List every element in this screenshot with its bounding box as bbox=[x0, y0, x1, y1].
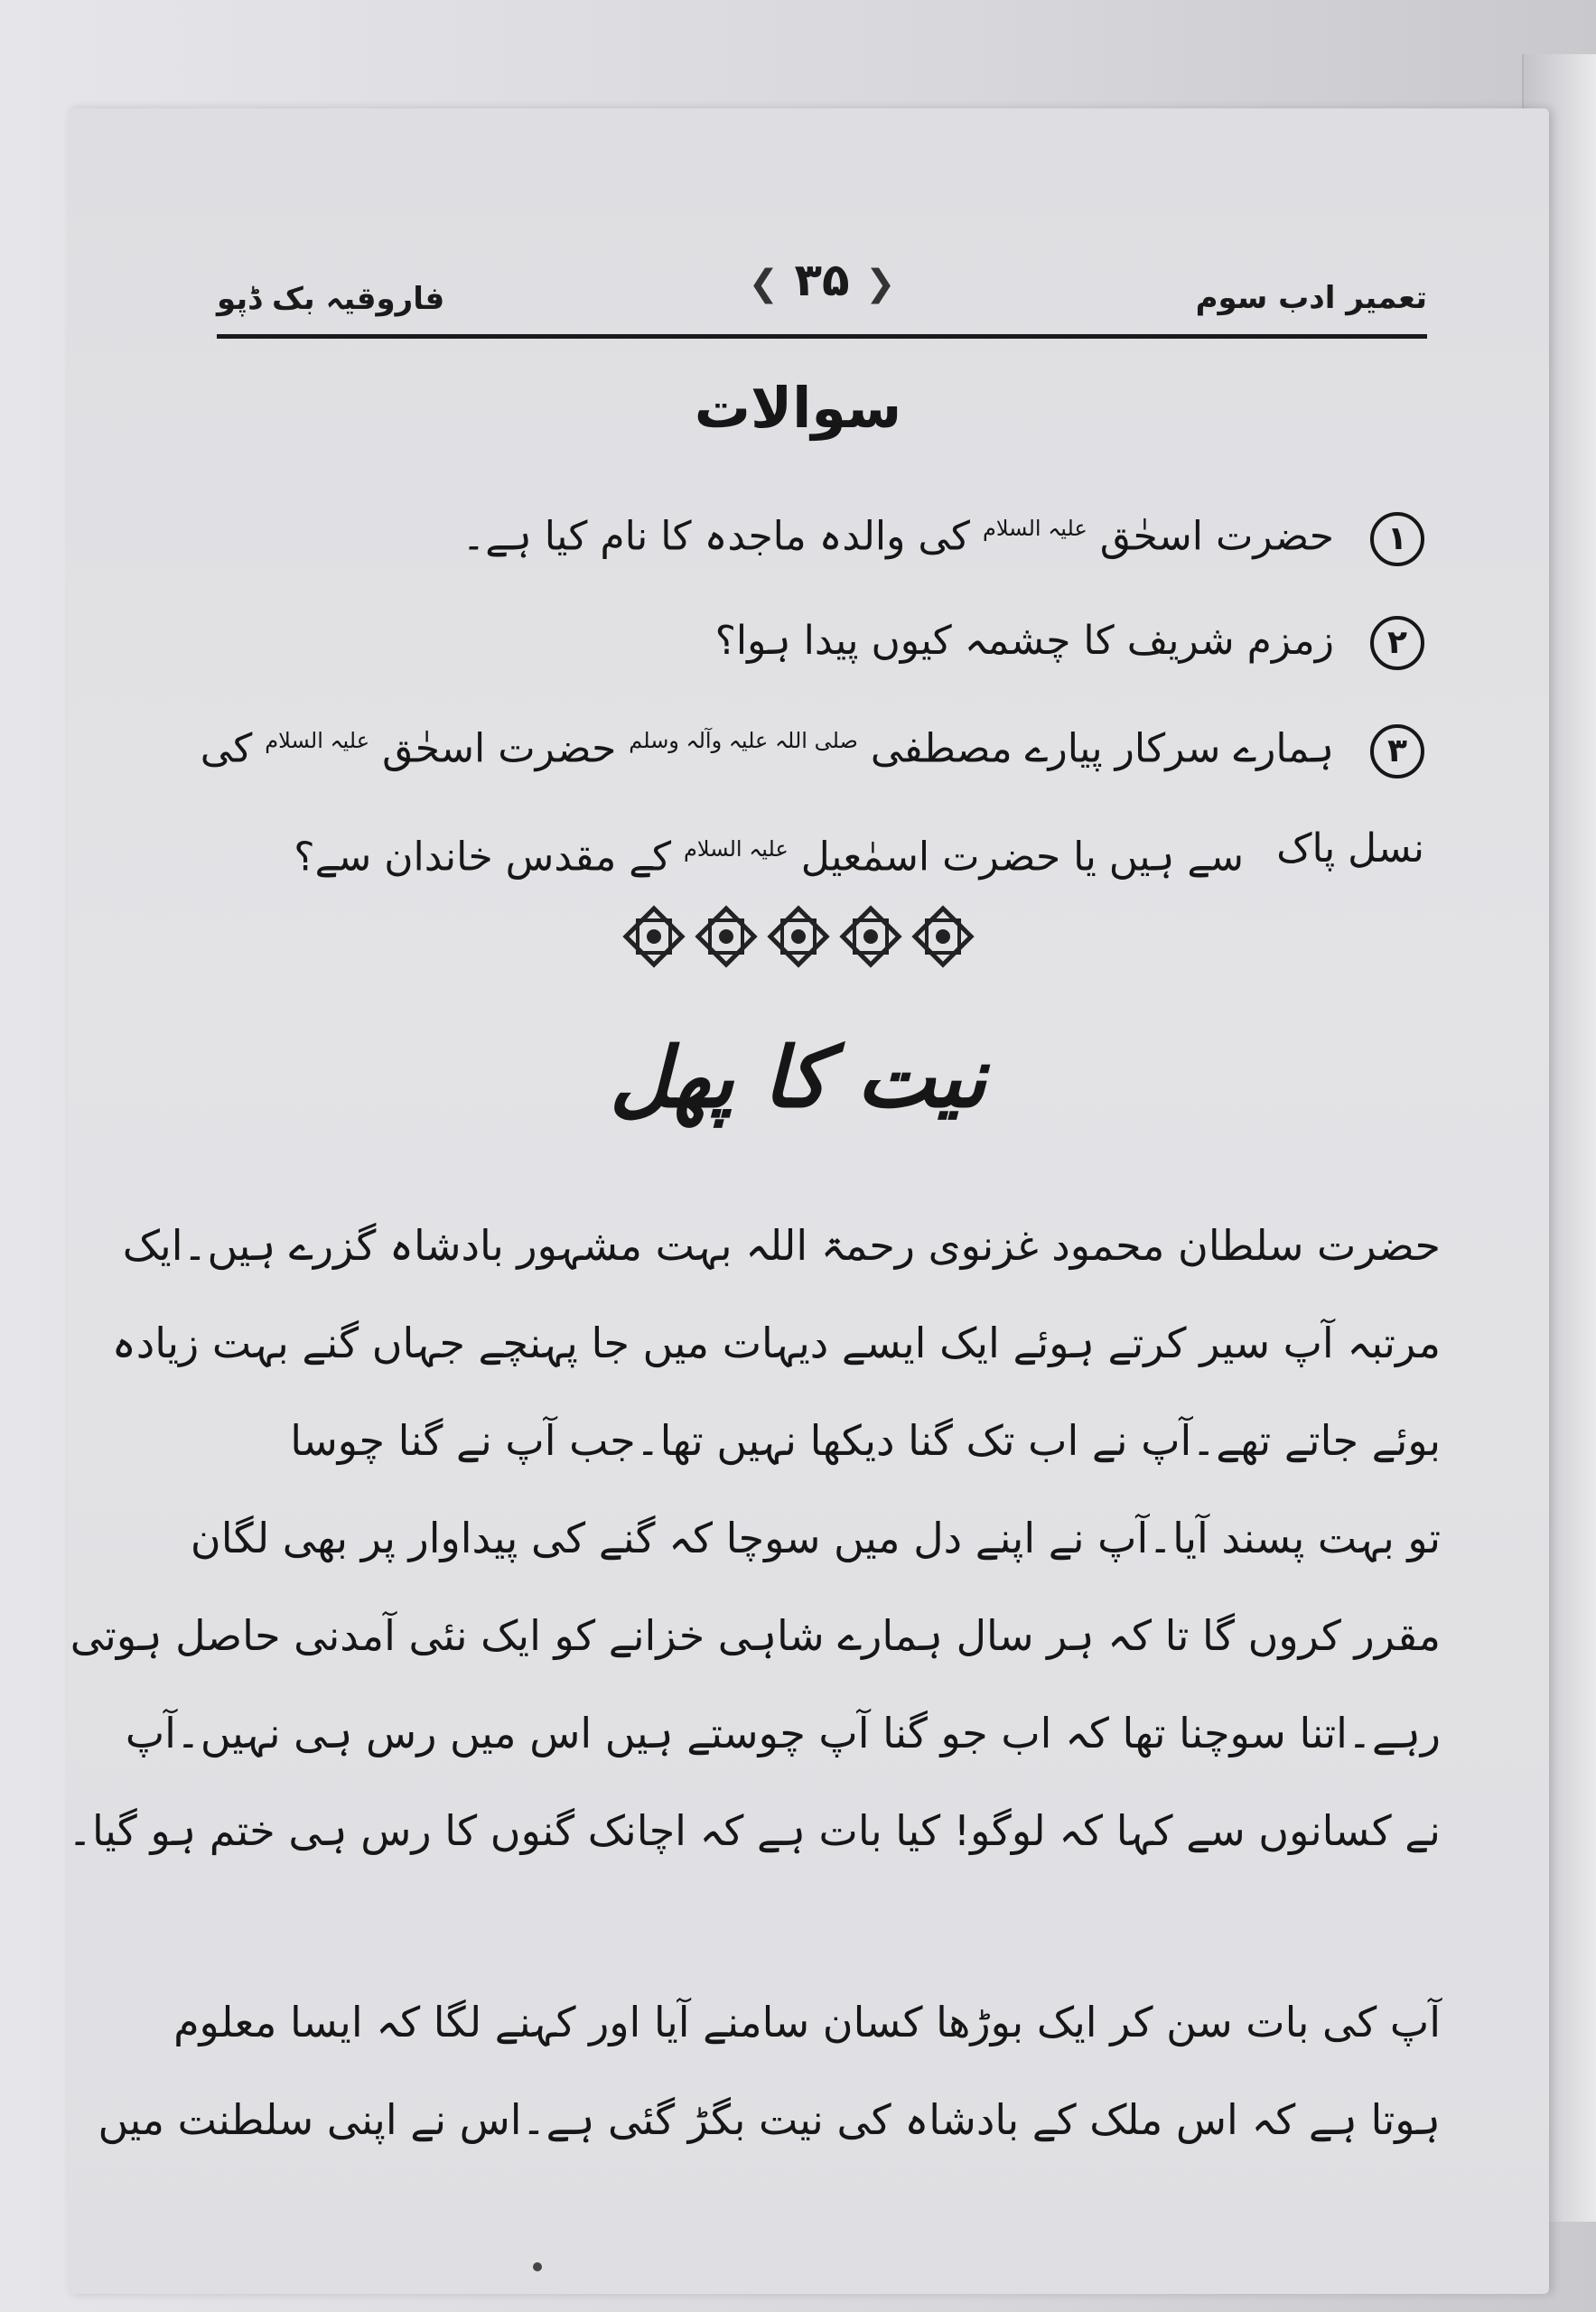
question-item bbox=[187, 479, 1424, 587]
right-ornament-icon: ❯ bbox=[864, 263, 896, 304]
story-paragraph bbox=[98, 1973, 1441, 2168]
publisher-name: فاروقیہ بک ڈپو bbox=[217, 281, 445, 317]
ornament-tile-icon bbox=[914, 908, 972, 965]
paragraph-line: تو بہت پسند آیا۔آپ نے اپنے دل میں سوچا کہ گنے کی پیداوار پر بھی لگان bbox=[190, 1514, 1441, 1562]
left-ornament-icon: ❮ bbox=[748, 263, 779, 304]
question-text: ہمارے سرکار پیارے مصطفی bbox=[857, 725, 1334, 772]
questions-heading: سوالات bbox=[694, 375, 902, 441]
question-number: ۳ bbox=[1370, 724, 1424, 778]
question-text: حضرت اسحٰق bbox=[1087, 513, 1334, 560]
question-number: ۲ bbox=[1370, 616, 1424, 670]
page-mark bbox=[533, 2262, 542, 2271]
story-paragraph bbox=[68, 1197, 1441, 1879]
question-continuation bbox=[187, 799, 1244, 908]
paragraph-line: بوئے جاتے تھے۔آپ نے اب تک گنا دیکھا نہیں تھا۔جب آپ نے گنا چوسا bbox=[290, 1416, 1441, 1465]
honorific: علیہ السلام bbox=[265, 728, 370, 753]
paragraph-line: نے کسانوں سے کہا کہ لوگو! کیا بات ہے کہ اچانک گنوں کا رس ہی ختم ہو گیا۔ bbox=[68, 1806, 1441, 1855]
book-title: تعمیر ادب سوم bbox=[1195, 280, 1427, 316]
question-text: کی والدہ ماجدہ کا نام کیا ہے۔ bbox=[462, 513, 983, 560]
paragraph-line: آپ کی بات سن کر ایک بوڑھا کسان سامنے آیا اور کہنے لگا کہ ایسا معلوم bbox=[173, 1998, 1441, 2046]
page-number bbox=[705, 244, 939, 316]
question-text: زمزم شریف کا چشمہ کیوں پیدا ہوا؟ bbox=[714, 618, 1334, 664]
honorific: علیہ السلام bbox=[983, 516, 1087, 541]
question-text: حضرت اسحٰق bbox=[369, 725, 630, 772]
story-title: نیت کا پھل bbox=[609, 1030, 987, 1126]
paragraph-line: مرتبہ آپ سیر کرتے ہوئے ایک ایسے دیہات میں جا پہنچے جہاں گنے بہت زیادہ bbox=[111, 1319, 1441, 1367]
question-text: سے ہیں یا حضرت اسمٰعیل bbox=[788, 834, 1244, 881]
question-text: کی نسل پاک bbox=[200, 725, 1424, 872]
ornament-tile-icon bbox=[697, 908, 755, 965]
paragraph-line: رہے۔اتنا سوچنا تھا کہ اب جو گنا آپ چوستے ہیں اس میں رس ہی نہیں۔آپ bbox=[125, 1709, 1441, 1757]
question-number: ۱ bbox=[1370, 512, 1424, 566]
paragraph-line: حضرت سلطان محمود غزنوی رحمۃ اللہ بہت مشہور بادشاہ گزرے ہیں۔ایک bbox=[122, 1221, 1441, 1270]
question-item bbox=[187, 592, 1424, 691]
paragraph-line: ہوتا ہے کہ اس ملک کے بادشاہ کی نیت بگڑ گئی ہے۔اس نے اپنی سلطنت میں bbox=[98, 2095, 1441, 2144]
page-number-value: ۳۵ bbox=[794, 254, 850, 306]
paragraph-line: مقرر کروں گا تا کہ ہر سال ہمارے شاہی خزانے کو ایک نئی آمدنی حاصل ہوتی bbox=[70, 1611, 1441, 1660]
question-text: کے مقدس خاندان سے؟ bbox=[294, 834, 685, 881]
ornament-tile-icon bbox=[770, 908, 827, 965]
ornament-tile-icon bbox=[842, 908, 900, 965]
honorific: علیہ السلام bbox=[684, 836, 789, 862]
page-header bbox=[217, 244, 1427, 352]
ornament-tile-icon bbox=[625, 908, 683, 965]
honorific: صلی اللہ علیہ وآلہ وسلم bbox=[629, 728, 858, 753]
header-rule bbox=[217, 334, 1427, 339]
ornamental-divider bbox=[0, 908, 1596, 965]
